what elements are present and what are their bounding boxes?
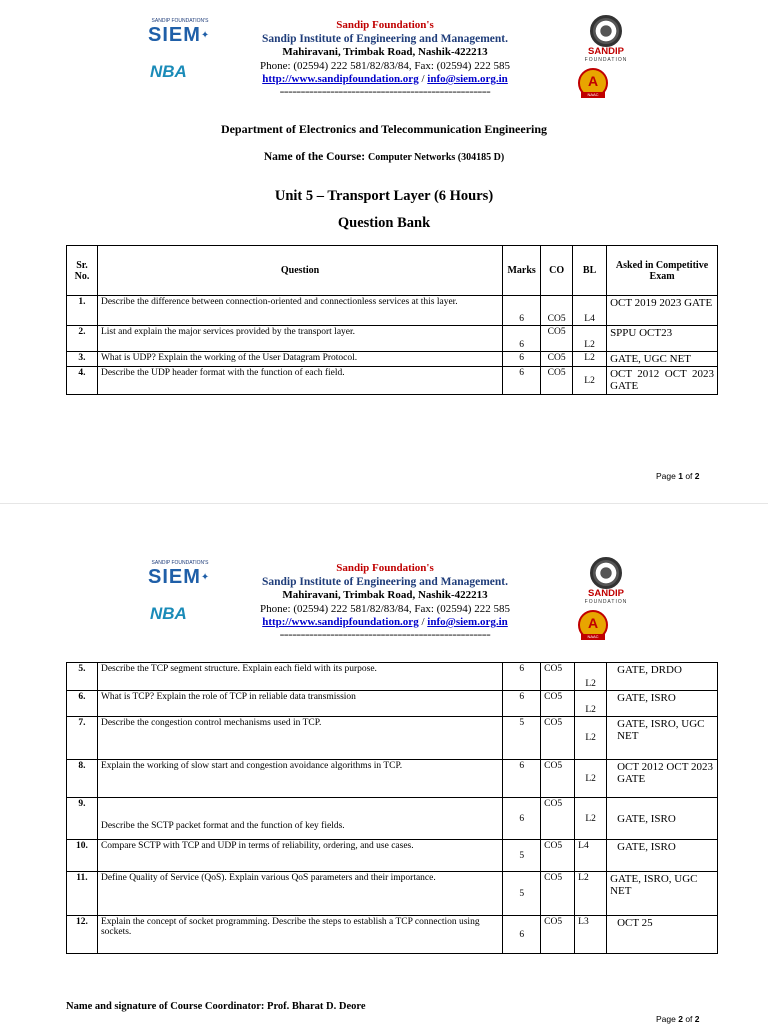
contact-links: http://www.sandipfoundation.org / info@siem.org.in — [262, 73, 508, 85]
table-row: 4. Describe the UDP header format with the function of each field. 6 CO5 L2 OCT 2012 OCT 2023 GATE — [67, 367, 718, 395]
institute-phone: Phone: (02594) 222 581/82/83/84, Fax: (02594) 222 585 — [260, 60, 510, 72]
header-exam: Asked in Competitive Exam — [607, 246, 718, 296]
institute-name: Sandip Institute of Engineering and Management. — [261, 576, 508, 588]
naac-logo: A NAAC — [578, 610, 608, 640]
unit-title: Unit 5 – Transport Layer (6 Hours) — [274, 188, 494, 204]
page-1-number: Page 1 of 2 — [656, 471, 700, 481]
table-row: 6. What is TCP? Explain the role of TCP in reliable data transmission 6 CO5 L2 GATE, ISRO — [67, 691, 718, 717]
table-row: 3. What is UDP? Explain the working of the User Datagram Protocol. 6 CO5 L2 GATE, UGC NET — [67, 352, 718, 367]
table-row: 11. Define Quality of Service (QoS). Explain various QoS parameters and their importance. 5 CO5 L2 GATE, ISRO, UGC NET — [67, 872, 718, 916]
siem-logo: SANDIP FOUNDATION'S SIEM ✦ — [148, 560, 210, 588]
naac-logo: A NAAC — [578, 68, 608, 98]
header-rule: ================================================== — [279, 88, 491, 97]
page-divider — [0, 503, 768, 504]
department-name: Department of Electronics and Telecommunication Engineering — [220, 122, 548, 136]
page-2-number: Page 2 of 2 — [656, 1014, 700, 1024]
header-rule: ================================================== — [279, 631, 491, 640]
website-link[interactable]: http://www.sandipfoundation.org — [262, 616, 419, 628]
institute-phone: Phone: (02594) 222 581/82/83/84, Fax: (02594) 222 585 — [260, 603, 510, 615]
star-icon: ✦ — [200, 572, 210, 583]
sandip-logo: SANDIP FOUNDATION — [576, 15, 636, 63]
table-row: 8. Explain the working of slow start and congestion avoidance algorithms in TCP. 6 CO5 L2 OCT 2012 OCT 2023 GATE — [67, 760, 718, 798]
website-link[interactable]: http://www.sandipfoundation.org — [262, 73, 419, 85]
doc-title: Question Bank — [337, 215, 431, 231]
institute-address: Mahiravani, Trimbak Road, Nashik-422213 — [282, 589, 488, 601]
table-row: 12. Explain the concept of socket programming. Describe the steps to establish a TCP connection using sockets. 6 CO5 L3 OCT 25 — [67, 916, 718, 954]
siem-logo: SANDIP FOUNDATION'S SIEM ✦ — [148, 18, 210, 46]
header-bl: BL — [573, 246, 607, 296]
header-sr-no: Sr. No. — [67, 246, 98, 296]
course-name: Name of the Course: Computer Networks (304185 D) — [263, 151, 505, 163]
header-marks: Marks — [503, 246, 541, 296]
course-coordinator: Name and signature of Course Coordinator: Prof. Bharat D. Deore — [66, 1001, 366, 1012]
sandip-logo: SANDIP FOUNDATION — [576, 557, 636, 605]
contact-links: http://www.sandipfoundation.org / info@siem.org.in — [262, 616, 508, 628]
emblem-icon — [590, 15, 622, 47]
foundation-name: Sandip Foundation's — [336, 562, 434, 574]
header-question: Question — [97, 246, 502, 296]
table-row: 1. Describe the difference between connection-oriented and connectionless services at this layer. 6 CO5 L4 OCT 2019 2023 GATE — [67, 296, 718, 326]
table-row: 2. List and explain the major services provided by the transport layer. 6 CO5 L2 SPPU OCT23 — [67, 326, 718, 352]
institute-name: Sandip Institute of Engineering and Management. — [261, 33, 508, 45]
star-icon: ✦ — [200, 30, 210, 41]
table-row: 5. Describe the TCP segment structure. Explain each field with its purpose. 6 CO5 L2 GATE, DRDO — [67, 663, 718, 691]
table-row: 9. Describe the SCTP packet format and the function of key fields. 6 CO5 L2 GATE, ISRO — [67, 798, 718, 840]
table-row: 10. Compare SCTP with TCP and UDP in terms of reliability, ordering, and use cases. 5 CO5 L4 GATE, ISRO — [67, 840, 718, 872]
table-header-row — [67, 246, 718, 296]
nba-logo: NBA — [150, 604, 187, 623]
question-table-page-1 — [66, 245, 718, 395]
emblem-icon — [590, 557, 622, 589]
email-link[interactable]: info@siem.org.in — [427, 73, 508, 85]
foundation-name: Sandip Foundation's — [336, 19, 434, 31]
header-co: CO — [541, 246, 573, 296]
question-table-page-2 — [66, 662, 718, 954]
email-link[interactable]: info@siem.org.in — [427, 616, 508, 628]
institute-address: Mahiravani, Trimbak Road, Nashik-422213 — [282, 46, 488, 58]
nba-logo: NBA — [150, 62, 187, 81]
table-row: 7. Describe the congestion control mechanisms used in TCP. 5 CO5 L2 GATE, ISRO, UGC NET — [67, 717, 718, 760]
